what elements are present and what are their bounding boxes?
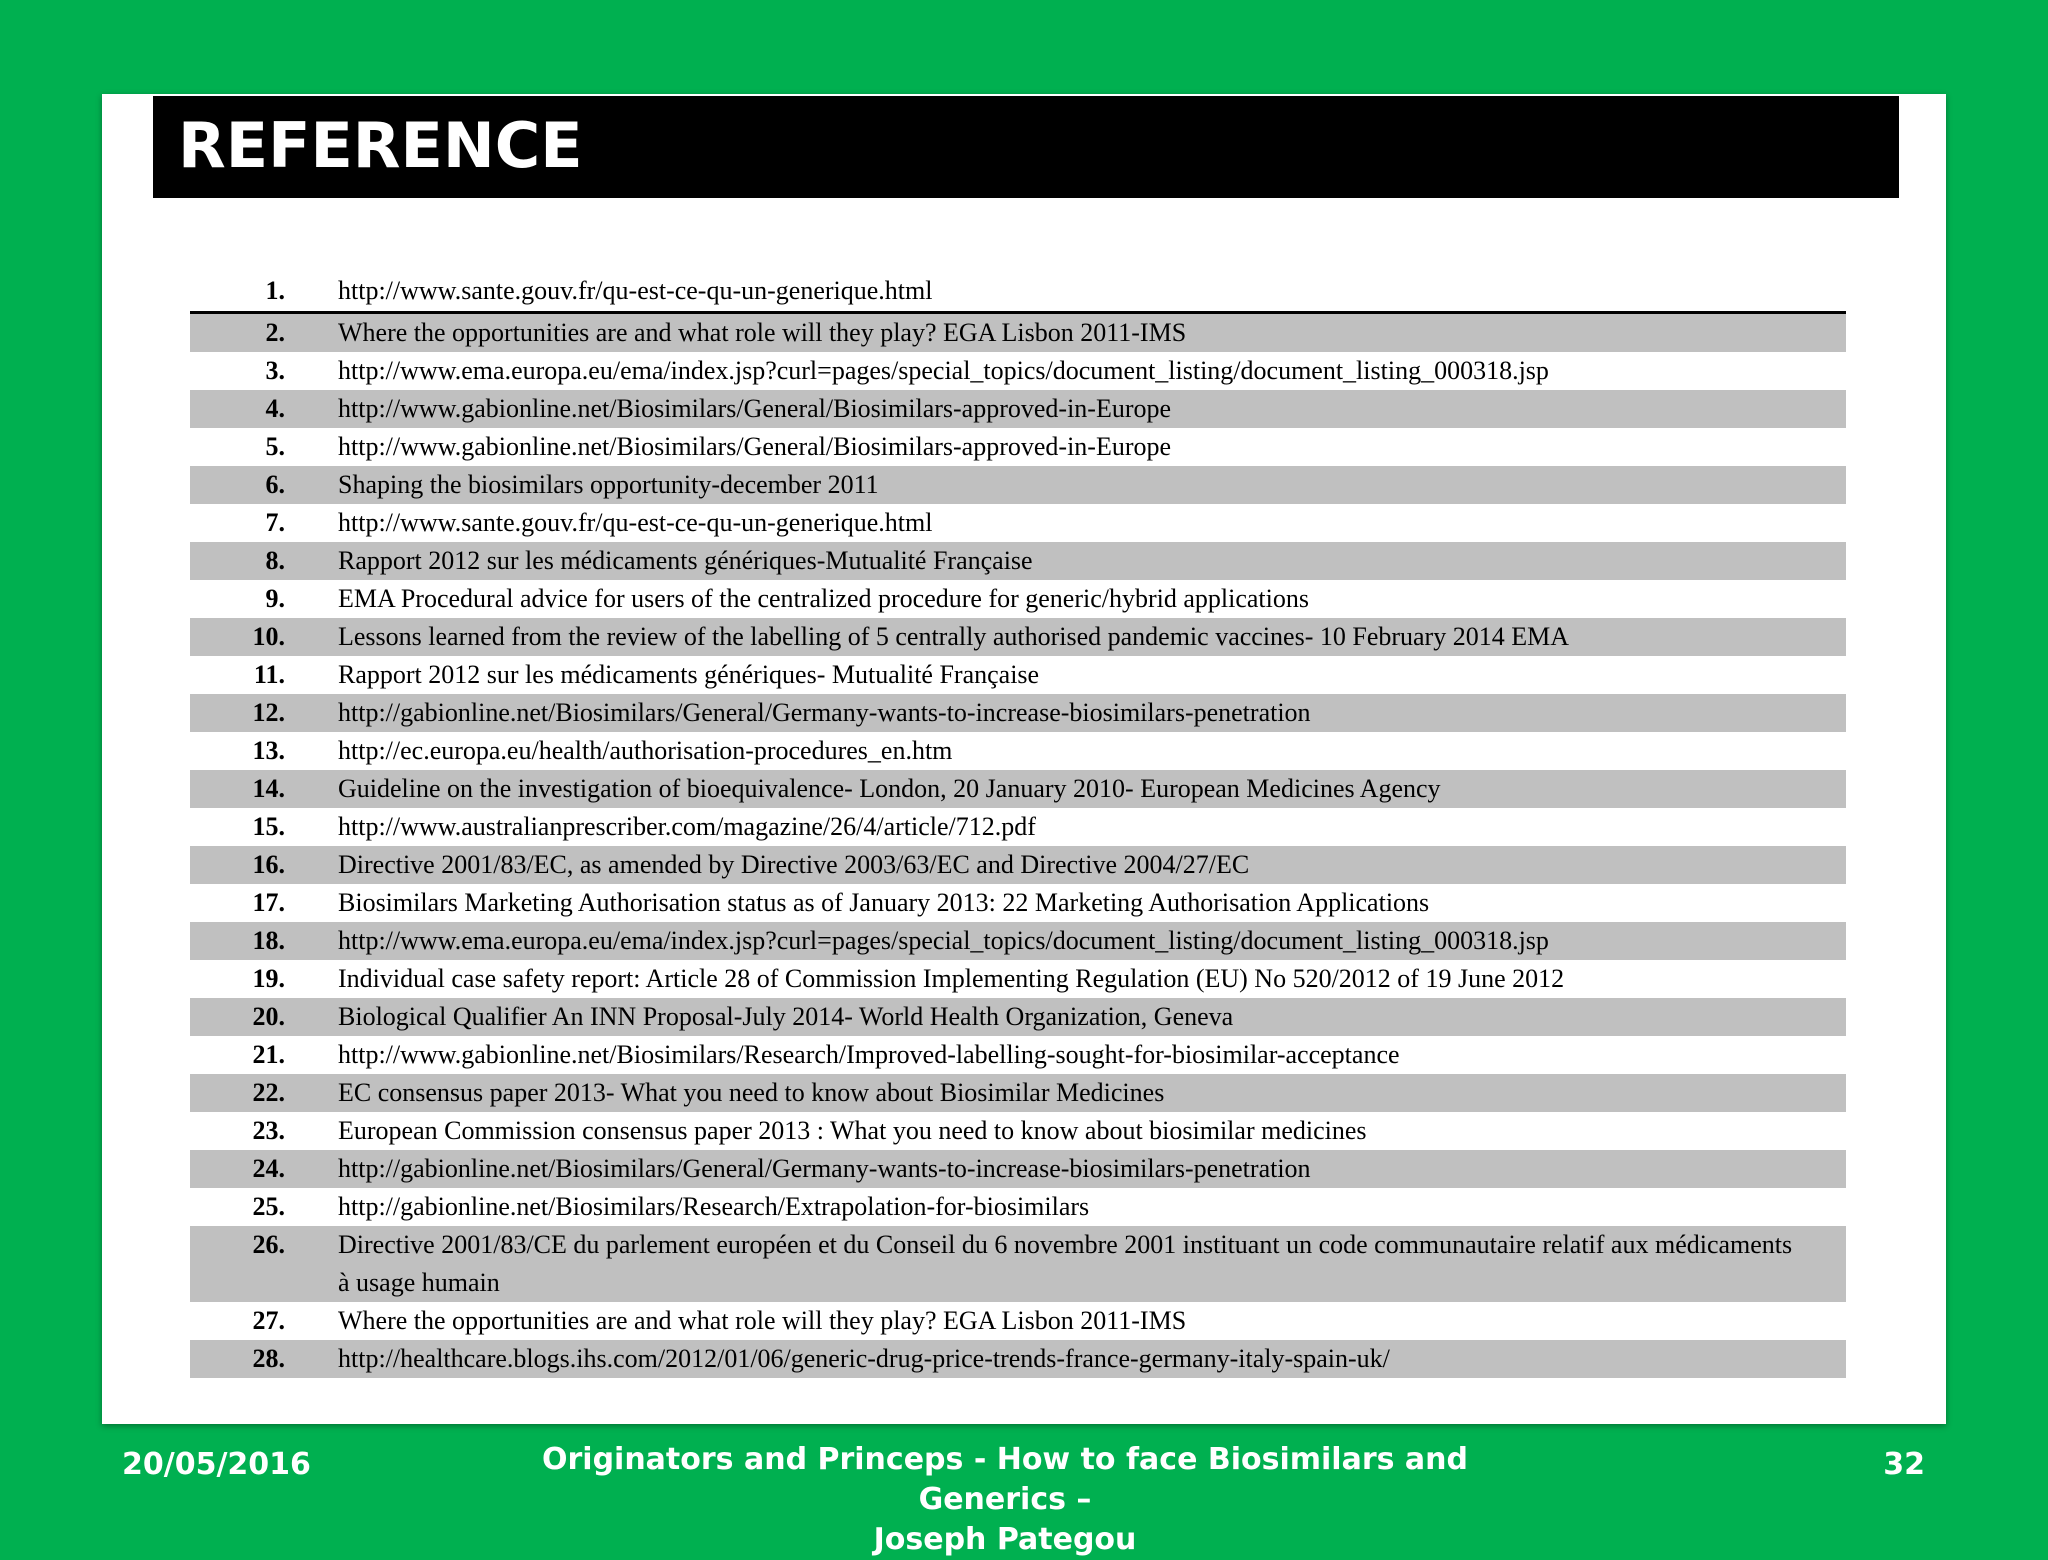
reference-number: 7. [265, 508, 285, 537]
reference-text: http://gabionline.net/Biosimilars/General/Germany-wants-to-increase-biosimilars-penetration [338, 698, 1311, 727]
reference-number: 3. [265, 356, 285, 385]
table-row [190, 466, 1846, 504]
reference-text: http://www.australianprescriber.com/magazine/26/4/article/712.pdf [338, 812, 1036, 841]
reference-number: 25. [252, 1192, 285, 1221]
table-row [190, 542, 1846, 580]
reference-number: 26. [252, 1230, 285, 1259]
reference-text: Rapport 2012 sur les médicaments génériques- Mutualité Française [338, 660, 1040, 689]
table-row [190, 656, 1846, 694]
table-row [190, 618, 1846, 656]
reference-text: European Commission consensus paper 2013 : What you need to know about biosimilar medicines [338, 1116, 1367, 1145]
reference-number: 8. [265, 546, 285, 575]
reference-number: 18. [252, 926, 285, 955]
table-row [190, 694, 1846, 732]
reference-number: 17. [252, 888, 285, 917]
reference-number: 9. [265, 584, 285, 613]
reference-text: http://www.ema.europa.eu/ema/index.jsp?curl=pages/special_topics/document_listing/document_listing_000318.jsp [338, 356, 1549, 385]
reference-text: http://gabionline.net/Biosimilars/Research/Extrapolation-for-biosimilars [338, 1192, 1090, 1221]
page-title: REFERENCE [178, 109, 583, 182]
table-row [190, 1150, 1846, 1188]
reference-number: 4. [265, 394, 285, 423]
reference-text: http://www.gabionline.net/Biosimilars/General/Biosimilars-approved-in-Europe [338, 394, 1172, 423]
reference-text: http://gabionline.net/Biosimilars/General/Germany-wants-to-increase-biosimilars-penetration [338, 1154, 1311, 1183]
table-row [190, 732, 1846, 770]
table-row [190, 1302, 1846, 1340]
reference-text: http://www.ema.europa.eu/ema/index.jsp?curl=pages/special_topics/document_listing/document_listing_000318.jsp [338, 926, 1549, 955]
reference-text: Rapport 2012 sur les médicaments génériques-Mutualité Française [338, 546, 1033, 575]
reference-text: Guideline on the investigation of bioequivalence- London, 20 January 2010- European Medicines Agency [338, 774, 1441, 803]
table-row [190, 808, 1846, 846]
reference-number: 24. [252, 1154, 285, 1183]
reference-number: 27. [252, 1306, 285, 1335]
table-row [190, 272, 1846, 314]
reference-text: EC consensus paper 2013- What you need to know about Biosimilar Medicines [338, 1078, 1165, 1107]
title-bar [153, 96, 1899, 198]
reference-table [190, 272, 1846, 1378]
reference-number: 1. [265, 276, 285, 305]
reference-text: Directive 2001/83/EC, as amended by Directive 2003/63/EC and Directive 2004/27/EC [338, 850, 1250, 879]
footer-title-line2: Joseph Pategou [873, 1522, 1137, 1557]
table-row [190, 1036, 1846, 1074]
footer-title-line1: Originators and Princeps - How to face Biosimilars and Generics – [541, 1442, 1468, 1517]
reference-number: 12. [252, 698, 285, 727]
table-row [190, 580, 1846, 618]
footer-title [470, 1440, 1540, 1560]
reference-text: Biosimilars Marketing Authorisation status as of January 2013: 22 Marketing Authorisation Applications [338, 888, 1430, 917]
reference-number: 14. [252, 774, 285, 803]
reference-number: 15. [252, 812, 285, 841]
table-row [190, 998, 1846, 1036]
table-row [190, 504, 1846, 542]
reference-number: 16. [252, 850, 285, 879]
table-row [190, 428, 1846, 466]
reference-text: EMA Procedural advice for users of the centralized procedure for generic/hybrid applications [338, 584, 1310, 613]
reference-number: 28. [252, 1344, 285, 1373]
reference-text: Directive 2001/83/CE du parlement européen et du Conseil du 6 novembre 2001 instituant un code communautaire relatif aux médicaments à usage humain [338, 1230, 1793, 1297]
reference-text: Where the opportunities are and what role will they play? EGA Lisbon 2011-IMS [338, 1306, 1187, 1335]
reference-number: 20. [252, 1002, 285, 1031]
slide-card [102, 94, 1946, 1424]
table-row [190, 1340, 1846, 1378]
reference-number: 2. [265, 318, 285, 347]
reference-number: 19. [252, 964, 285, 993]
reference-text: Lessons learned from the review of the labelling of 5 centrally authorised pandemic vaccines- 10 February 2014 EMA [338, 622, 1569, 651]
reference-number: 6. [265, 470, 285, 499]
reference-text: Individual case safety report: Article 28 of Commission Implementing Regulation (EU) No 520/2012 of 19 June 2012 [338, 964, 1565, 993]
table-row [190, 1226, 1846, 1302]
table-row [190, 960, 1846, 998]
reference-text: http://www.gabionline.net/Biosimilars/Research/Improved-labelling-sought-for-biosimilar-acceptance [338, 1040, 1400, 1069]
reference-text: http://www.sante.gouv.fr/qu-est-ce-qu-un-generique.html [338, 276, 933, 305]
table-row [190, 314, 1846, 352]
reference-text: http://www.gabionline.net/Biosimilars/General/Biosimilars-approved-in-Europe [338, 432, 1172, 461]
table-row [190, 1188, 1846, 1226]
reference-number: 10. [252, 622, 285, 651]
table-row [190, 1112, 1846, 1150]
table-row [190, 352, 1846, 390]
table-row [190, 1074, 1846, 1112]
reference-text: http://www.sante.gouv.fr/qu-est-ce-qu-un-generique.html [338, 508, 933, 537]
reference-text: Biological Qualifier An INN Proposal-July 2014- World Health Organization, Geneva [338, 1002, 1234, 1031]
table-row [190, 884, 1846, 922]
reference-text: Shaping the biosimilars opportunity-december 2011 [338, 470, 879, 499]
reference-text: http://ec.europa.eu/health/authorisation-procedures_en.htm [338, 736, 953, 765]
reference-number: 11. [253, 660, 285, 689]
reference-number: 13. [252, 736, 285, 765]
reference-number: 5. [265, 432, 285, 461]
reference-text: http://healthcare.blogs.ihs.com/2012/01/06/generic-drug-price-trends-france-germany-italy-spain-uk/ [338, 1344, 1390, 1373]
reference-text: Where the opportunities are and what role will they play? EGA Lisbon 2011-IMS [338, 318, 1187, 347]
table-row [190, 846, 1846, 884]
reference-number: 21. [252, 1040, 285, 1069]
table-row [190, 922, 1846, 960]
reference-number: 22. [252, 1078, 285, 1107]
table-row [190, 390, 1846, 428]
table-row [190, 770, 1846, 808]
reference-number: 23. [252, 1116, 285, 1145]
footer-date: 20/05/2016 [122, 1447, 311, 1482]
page-number: 32 [1883, 1447, 1925, 1482]
